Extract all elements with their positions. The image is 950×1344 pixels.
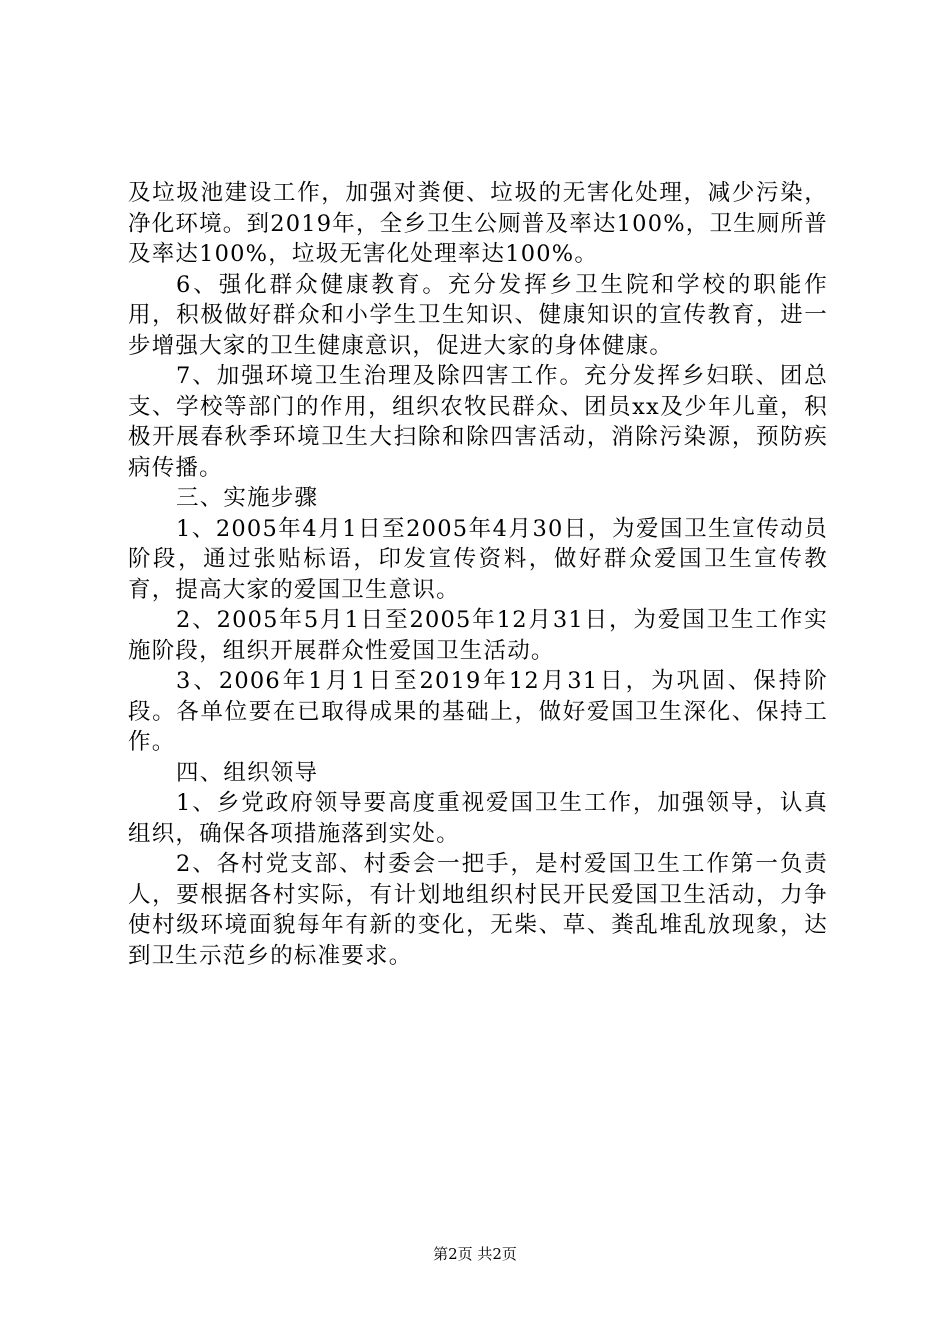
section-heading-implementation-steps: 三、实施步骤	[176, 485, 319, 511]
paragraph-org-1: 1、乡党政府领导要高度重视爱国卫生工作，加强领导，认真组织，确保各项措施落到实处。	[128, 790, 828, 847]
page-number-footer: 第2页 共2页	[433, 1245, 517, 1263]
paragraph-step-2: 2、2005年5月1日至2005年12月31日，为爱国卫生工作实施阶段，组织开展群众性爱国卫生活动。	[128, 607, 828, 664]
paragraph-step-3: 3、2006年1月1日至2019年12月31日，为巩固、保持阶段。各单位要在已取得成果的基础上，做好爱国卫生深化、保持工作。	[128, 668, 828, 755]
paragraph-step-1: 1、2005年4月1日至2005年4月30日，为爱国卫生宣传动员阶段，通过张贴标语，印发宣传资料，做好群众爱国卫生宣传教育，提高大家的爱国卫生意识。	[128, 515, 828, 603]
paragraph-org-2: 2、各村党支部、村委会一把手，是村爱国卫生工作第一负责人，要根据各村实际，有计划地组织村民开民爱国卫生活动，力争使村级环境面貌每年有新的变化，无柴、草、粪乱堆乱放现象，达到卫生示范乡的标准要求。	[128, 851, 828, 969]
paragraph-item-7: 7、加强环境卫生治理及除四害工作。充分发挥乡妇联、团总支、学校等部门的作用，组织农牧民群众、团员xx及少年儿童，积极开展春秋季环境卫生大扫除和除四害活动，消除污染源，预防疾病传播。	[128, 363, 828, 481]
document-body	[128, 178, 828, 971]
section-heading-organization: 四、组织领导	[176, 759, 319, 786]
paragraph-item-6: 6、强化群众健康教育。充分发挥乡卫生院和学校的职能作用，积极做好群众和小学生卫生知识、健康知识的宣传教育，进一步增强大家的卫生健康意识，促进大家的身体健康。	[128, 271, 828, 359]
paragraph-continuation: 及垃圾池建设工作，加强对粪便、垃圾的无害化处理，减少污染，净化环境。到2019年，全乡卫生公厕普及率达100%，卫生厕所普及率达100%，垃圾无害化处理率达100%。	[128, 180, 828, 267]
